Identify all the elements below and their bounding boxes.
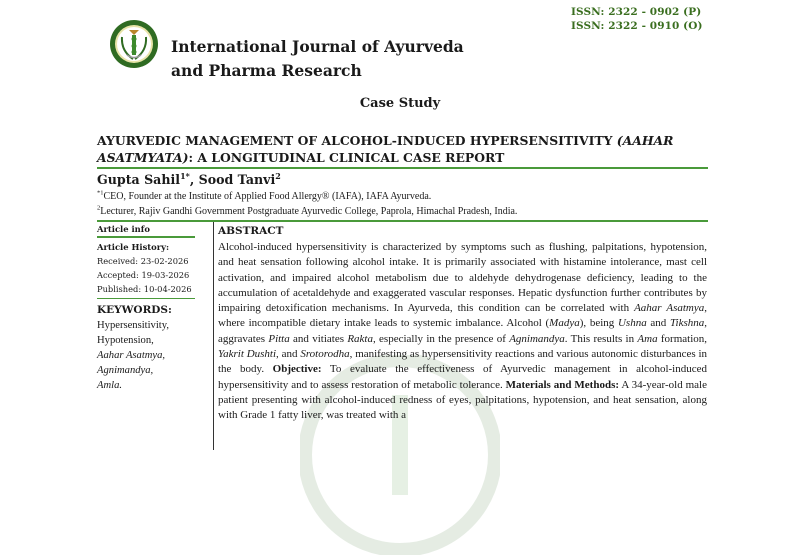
abstract-term: Pitta	[268, 332, 290, 345]
abstract-text: A 34-year-old male patient presenting with alcohol-induced redness of eyes, palpitations, hypotension, and heat sensation, along with Grade 1 fatty liver, was treated with a	[218, 378, 708, 422]
abstract-term: Agnimandya	[509, 332, 565, 345]
journal-emblem-icon	[109, 19, 159, 69]
article-type: Case Study	[359, 96, 441, 111]
journal-title-line1: International Journal of Ayurveda	[171, 37, 464, 56]
methods-label: Materials and Methods:	[505, 378, 620, 391]
affiliation-text: Lecturer, Rajiv Gandhi Government Postgraduate Ayurvedic College, Paprola, Himachal Pradesh, India.	[100, 206, 518, 217]
authors	[97, 172, 281, 187]
abstract-text: , especially in the presence of	[372, 332, 510, 345]
author-sup: 1*	[180, 170, 190, 181]
affiliation-sup: 2	[97, 204, 101, 212]
abstract-text: , where incompatible dietary intake leads to systemic imbalance. Alcohol (	[218, 302, 707, 330]
abstract-text: and	[646, 317, 671, 330]
abstract-text: , and	[276, 348, 301, 361]
article-info-panel	[97, 222, 209, 393]
abstract-term: Srotorodha	[300, 348, 350, 361]
abstract-text: ), being	[579, 317, 618, 330]
abstract-term: Ushna	[617, 317, 647, 330]
divider-rule	[97, 167, 708, 169]
issn-print: ISSN: 2322 - 0902 (P)	[571, 6, 702, 18]
abstract-term: Madya	[549, 317, 580, 330]
title-italic-part: (AAHAR ASATMYATA)	[97, 133, 674, 165]
column-divider	[213, 222, 214, 450]
keywords-heading: KEYWORDS:	[97, 304, 172, 316]
keyword: Hypotension,	[97, 335, 154, 346]
abstract-text: , aggravates	[218, 317, 707, 345]
accepted-date: Accepted: 19-03-2026	[97, 269, 190, 280]
issn-online: ISSN: 2322 - 0910 (O)	[571, 20, 703, 32]
abstract-text: formation,	[657, 332, 708, 345]
author-sup: 2	[275, 170, 281, 181]
abstract-heading: ABSTRACT	[218, 225, 284, 237]
abstract-text: and vitiates	[289, 332, 348, 345]
journal-title-line2: and Pharma Research	[171, 61, 362, 80]
author-separator: ,	[189, 172, 199, 187]
abstract-term: Tikshna	[670, 317, 705, 330]
paper-title	[97, 132, 717, 166]
title-part: AYURVEDIC MANAGEMENT OF ALCOHOL-INDUCED HYPERSENSITIVITY	[97, 133, 617, 148]
abstract-text: . This results in	[564, 332, 638, 345]
abstract-body	[218, 240, 707, 424]
abstract-term: Ama	[637, 332, 658, 345]
affiliation-sup: *1	[97, 189, 104, 197]
abstract-text: To evaluate the effectiveness of Ayurvedic management in alcohol-induced hypersensitivity and to assess restoration of metabolic tolerance.	[218, 363, 707, 391]
title-part: : A LONGITUDINAL CLINICAL CASE REPORT	[188, 150, 505, 165]
abstract-term: Rakta	[347, 332, 373, 345]
divider-rule	[97, 298, 195, 300]
objective-label: Objective:	[272, 363, 322, 376]
keyword: Amla.	[97, 380, 123, 391]
article-history-label: Article History:	[97, 241, 170, 252]
author-name: Sood Tanvi	[198, 172, 276, 187]
received-date: Received: 23-02-2026	[97, 255, 189, 266]
article-info-heading: Article info	[97, 224, 150, 234]
keyword: Hypersensitivity,	[97, 320, 169, 331]
abstract-term: Yakrit Dushti	[218, 348, 277, 361]
affiliation-text: CEO, Founder at the Institute of Applied Food Allergy® (IAFA), IAFA Ayurveda.	[103, 191, 432, 202]
journal-title	[171, 35, 464, 83]
affiliation	[97, 191, 431, 202]
keyword: Aahar Asatmya,	[97, 350, 166, 361]
keyword: Agnimandya,	[97, 365, 154, 376]
author-name: Gupta Sahil	[97, 172, 181, 187]
abstract-text: , manifesting as hypersensitivity reactions and various autonomic disturbances in the body.	[218, 348, 707, 376]
published-date: Published: 10-04-2026	[97, 283, 192, 294]
issn-block	[571, 5, 703, 33]
affiliation	[97, 206, 517, 217]
abstract-term: Aahar Asatmya	[634, 302, 705, 315]
abstract-text: Alcohol-induced hypersensitivity is characterized by symptoms such as flushing, palpitations, hypotension, and heat sensation following alcohol intake. It is primarily associated with histamine intolerance, mast cell activation, and impaired alcohol metabolism due to aldehyde dehydrogenase deficiency, leading to the accumulation of acetaldehyde and exaggerated vascular responses. Hepatic dysfunction further contributes by impairing detoxification mechanisms. In Ayurveda, this condition can be correlated with	[218, 241, 707, 315]
divider-rule	[97, 236, 195, 238]
